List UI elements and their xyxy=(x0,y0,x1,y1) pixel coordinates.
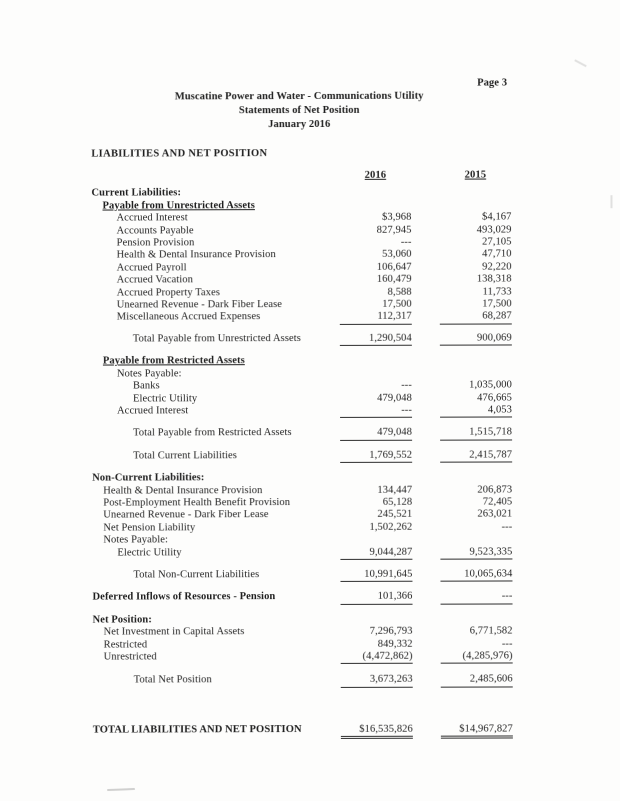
value-2015: 9,523,335 xyxy=(440,546,512,560)
value-2015: 263,021 xyxy=(440,509,512,522)
row-label: Accrued Payroll xyxy=(117,262,340,275)
doc-title: Statements of Net Position xyxy=(0,103,599,119)
statement-table xyxy=(0,169,620,740)
row-label: Net Investment in Capital Assets xyxy=(104,626,341,639)
row-label: Current Liabilities: xyxy=(91,187,339,200)
statement-row xyxy=(0,449,620,464)
row-label: Total Net Position xyxy=(134,674,341,687)
row-label: Electric Utility xyxy=(117,546,340,559)
value-2016: 160,479 xyxy=(340,274,412,287)
value-2015: 10,065,634 xyxy=(440,568,512,582)
row-label: Health & Dental Insurance Provision xyxy=(103,484,340,497)
statement-row xyxy=(1,674,620,689)
statement-row xyxy=(0,311,620,326)
row-label: Accrued Interest xyxy=(117,405,340,418)
value-2016: 101,366 xyxy=(341,591,413,605)
value-2015: 68,287 xyxy=(440,311,512,325)
value-2015: 47,710 xyxy=(440,249,512,262)
value-2015: --- xyxy=(440,521,512,534)
row-label: Total Payable from Unrestricted Assets xyxy=(133,333,340,346)
value-2016: --- xyxy=(340,405,412,419)
value-2015: 2,485,606 xyxy=(441,674,513,688)
value-2016: 112,317 xyxy=(340,311,412,325)
value-2016: 245,521 xyxy=(340,509,412,522)
row-label: Accounts Payable xyxy=(117,225,340,238)
statement-row xyxy=(1,591,620,606)
value-2016: 827,945 xyxy=(340,224,412,237)
row-label: Net Pension Liability xyxy=(103,522,340,535)
scan-mark-top-right xyxy=(575,59,587,66)
value-2015: 138,318 xyxy=(440,274,512,287)
scan-smudge-bottom-left xyxy=(107,788,135,791)
value-2016: 849,332 xyxy=(341,638,413,651)
row-label: Unrestricted xyxy=(104,651,341,664)
row-label: Unearned Revenue - Dark Fiber Lease xyxy=(103,509,340,522)
row-label: Payable from Restricted Assets xyxy=(103,355,340,368)
value-2016: $3,968 xyxy=(340,212,412,225)
value-2015: 2,415,787 xyxy=(440,449,512,463)
row-label: Total Current Liabilities xyxy=(133,450,340,463)
value-2015: 92,220 xyxy=(440,261,512,274)
value-2016: 3,673,263 xyxy=(341,674,413,688)
value-2015: (4,285,976) xyxy=(441,650,513,664)
row-label: Electric Utility xyxy=(133,392,340,405)
value-2015: 17,500 xyxy=(440,299,512,312)
statement-row xyxy=(0,546,620,561)
value-2016: 10,991,645 xyxy=(340,569,412,583)
value-2016: 134,447 xyxy=(340,484,412,497)
value-2016: 106,647 xyxy=(340,262,412,275)
value-2015: --- xyxy=(441,591,513,605)
statement-row xyxy=(0,332,620,347)
value-2016: 479,048 xyxy=(340,392,412,405)
row-label: Health & Dental Insurance Provision xyxy=(117,249,340,262)
row-label: Non-Current Liabilities: xyxy=(92,472,340,485)
row-label: Accrued Interest xyxy=(117,212,340,225)
column-header-2016: 2016 xyxy=(339,170,411,183)
value-2015: 1,035,000 xyxy=(440,380,512,393)
value-2015: --- xyxy=(441,638,513,651)
row-label: Payable from Unrestricted Assets xyxy=(102,200,339,213)
value-2016: 65,128 xyxy=(340,497,412,510)
value-2015: 476,665 xyxy=(440,392,512,405)
row-label: Unearned Revenue - Dark Fiber Lease xyxy=(117,299,340,312)
column-header-spacer xyxy=(0,170,339,183)
page-number: Page 3 xyxy=(477,77,507,88)
org-title: Muscatine Power and Water - Communications Utility xyxy=(0,89,599,105)
row-label: Accrued Vacation xyxy=(117,274,340,287)
scan-mark-right-edge xyxy=(610,195,612,208)
value-2015: 206,873 xyxy=(440,484,512,497)
value-2016: 7,296,793 xyxy=(341,626,413,639)
row-label: Total Non-Current Liabilities xyxy=(133,569,340,582)
value-2016: 1,769,552 xyxy=(340,449,412,463)
value-2016: 1,290,504 xyxy=(340,333,412,347)
value-2016: $16,535,826 xyxy=(341,724,413,740)
value-2015: 1,515,718 xyxy=(440,427,512,441)
row-label: Deferred Inflows of Resources - Pension xyxy=(93,591,341,604)
value-2015: 6,771,582 xyxy=(441,626,513,639)
row-label: Post-Employment Health Benefit Provision xyxy=(103,497,340,510)
row-label: Total Payable from Restricted Assets xyxy=(133,427,340,440)
statement-row xyxy=(0,568,620,583)
statement-row xyxy=(1,650,620,665)
value-2016: 53,060 xyxy=(340,249,412,262)
value-2016: --- xyxy=(340,237,412,250)
report-period: January 2016 xyxy=(0,117,599,133)
row-label: Accrued Property Taxes xyxy=(117,287,340,300)
value-2016: 9,044,287 xyxy=(340,546,412,560)
row-label: Restricted xyxy=(104,639,341,652)
value-2016: (4,472,862) xyxy=(341,651,413,665)
value-2016: --- xyxy=(340,380,412,393)
value-2015: 11,733 xyxy=(440,286,512,299)
value-2015: $14,967,827 xyxy=(441,723,513,739)
value-2015: 72,405 xyxy=(440,496,512,509)
row-label: Notes Payable: xyxy=(117,368,340,381)
statement-row xyxy=(0,427,620,442)
row-label: Notes Payable: xyxy=(103,534,340,547)
row-label: Miscellaneous Accrued Expenses xyxy=(117,311,340,324)
row-label: Banks xyxy=(133,380,340,393)
statement-row xyxy=(0,404,620,419)
row-label: Net Position: xyxy=(93,614,341,627)
value-2016: 17,500 xyxy=(340,299,412,312)
value-2015: 4,053 xyxy=(440,404,512,418)
statement-row xyxy=(1,723,620,740)
value-2015: 900,069 xyxy=(440,332,512,346)
statement-body xyxy=(0,187,620,740)
value-2015: 27,105 xyxy=(440,237,512,250)
column-header-row xyxy=(0,169,619,183)
column-header-2015: 2015 xyxy=(439,169,511,182)
value-2016: 8,588 xyxy=(340,286,412,299)
value-2015: $4,167 xyxy=(440,212,512,225)
value-2016: 479,048 xyxy=(340,427,412,441)
value-2016: 1,502,262 xyxy=(340,521,412,534)
row-label: Pension Provision xyxy=(117,237,340,250)
title-block xyxy=(0,89,599,133)
value-2015: 493,029 xyxy=(440,224,512,237)
row-label: TOTAL LIABILITIES AND NET POSITION xyxy=(93,724,341,737)
section-heading: LIABILITIES AND NET POSITION xyxy=(91,148,267,159)
